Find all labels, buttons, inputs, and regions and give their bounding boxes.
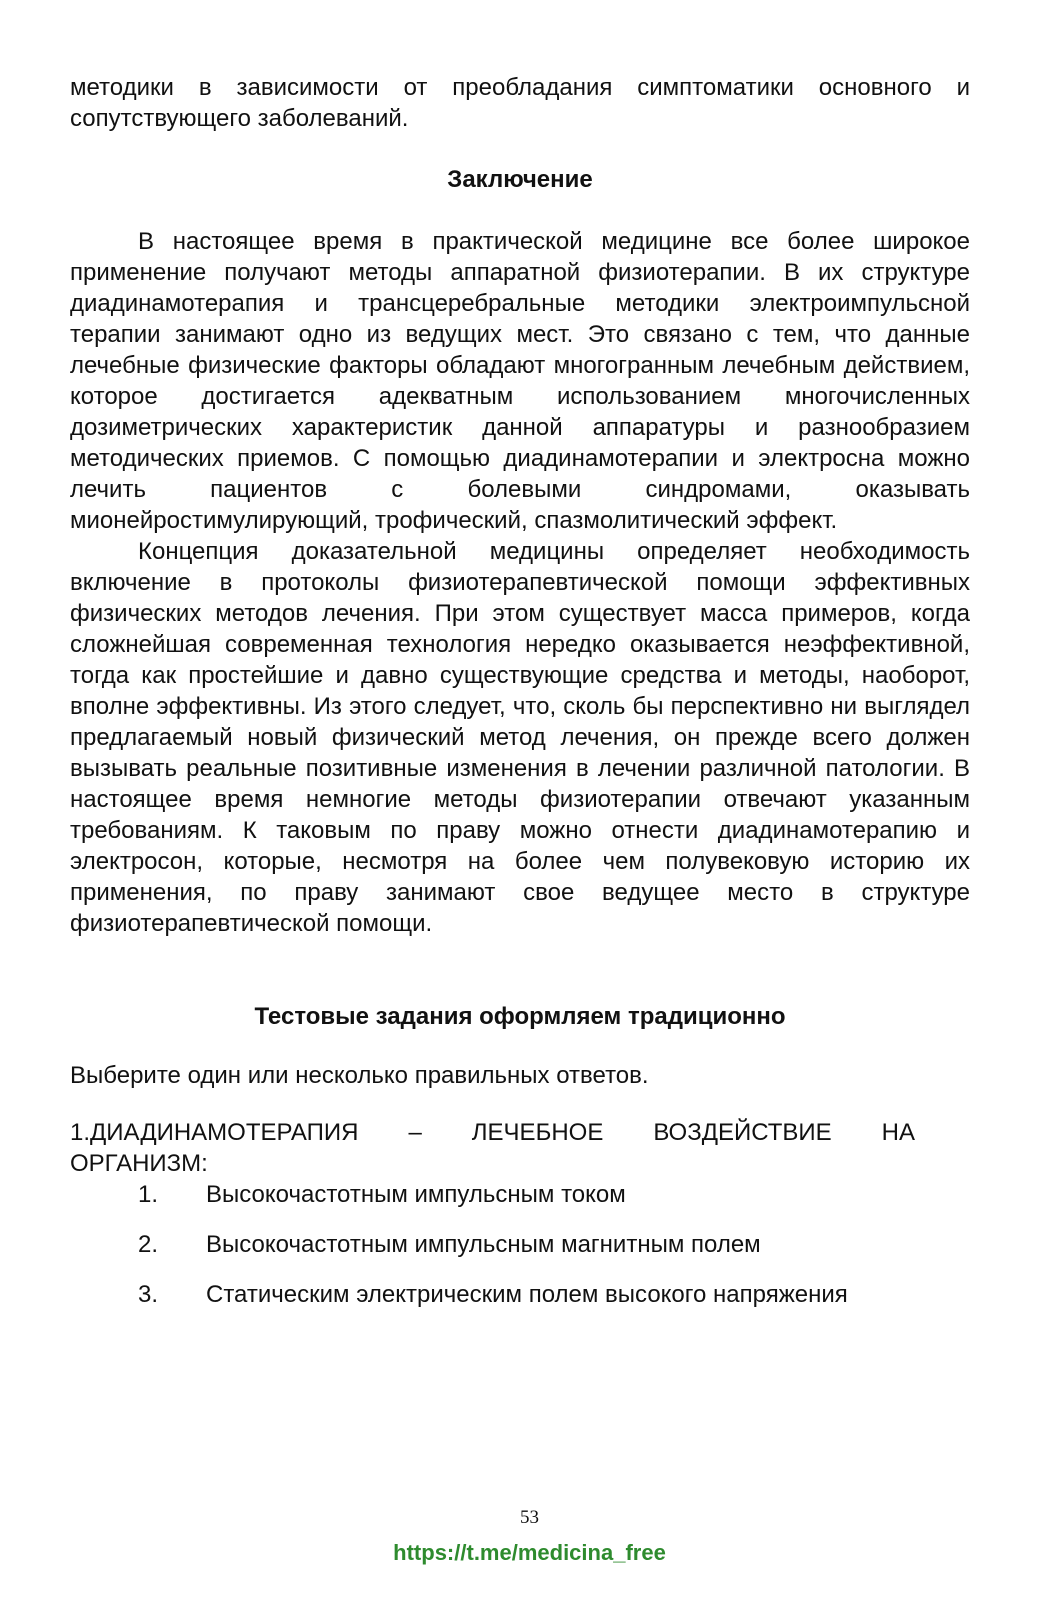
conclusion-paragraph-1: В настоящее время в практической медицине все более широкое применение получают методы аппаратной физиотерапии. В их структуре диадинамотерапия и трансцеребральные методики электроимпульсной терапии занимают одно из ведущих мест. Это связано с тем, что данные лечебные физические факторы обладают многогранным лечебным действием, которое достигается адекватным использованием многочисленных дозиметрических характеристик данной аппаратуры и разнообразием методических приемов. С помощью диадинамотерапии и электросна можно лечить пациентов с болевыми синдромами, оказывать мионейростимулирующий, трофический, спазмолитический эффект.	[70, 228, 970, 534]
answer-option-2	[70, 1229, 970, 1260]
option-text: Статическим электрическим полем высокого напряжения	[206, 1281, 848, 1308]
option-number: 2.	[138, 1231, 159, 1258]
conclusion-paragraph-2: Концепция доказательной медицины определяет необходимость включение в протоколы физиотерапевтической помощи эффективных физических методов лечения. При этом существует масса примеров, когда сложнейшая современная технология нередко оказывается неэффективной, тогда как простейшие и давно существующие средства и методы, наоборот, вполне эффективны. Из этого следует, что, сколь бы перспективно ни выглядел предлагаемый новый физический метод лечения, он прежде всего должен вызывать реальные позитивные изменения в лечении различной патологии. В настоящее время немногие методы физиотерапии отвечают указанным требованиям. К таковым по праву можно отнести диадинамотерапию и электросон, которые, несмотря на более чем полувековую историю их применения, по праву занимают свое ведущее место в структуре физиотерапевтической помощи.	[70, 538, 970, 937]
answer-option-3	[70, 1279, 970, 1310]
option-number: 1.	[138, 1181, 159, 1208]
question-text-line2: ОРГАНИЗМ:	[70, 1150, 208, 1177]
option-text: Высокочастотным импульсным магнитным полем	[206, 1231, 761, 1258]
answer-option-1	[70, 1179, 970, 1210]
tests-instruction: Выберите один или несколько правильных ответов.	[70, 1062, 649, 1089]
option-number: 3.	[138, 1281, 159, 1308]
tests-heading: Тестовые задания оформляем традиционно	[254, 1003, 786, 1030]
page-number: 53	[520, 1507, 539, 1528]
telegram-link[interactable]: https://t.me/medicina_free	[393, 1540, 666, 1565]
answer-options	[70, 1179, 970, 1310]
conclusion-heading: Заключение	[447, 166, 593, 193]
test-question-1	[70, 1117, 970, 1310]
option-text: Высокочастотным импульсным током	[206, 1181, 626, 1208]
question-text-line1: 1.ДИАДИНАМОТЕРАПИЯ – ЛЕЧЕБНОЕ ВОЗДЕЙСТВИЕ НА	[70, 1119, 915, 1146]
intro-paragraph: методики в зависимости от преобладания симптоматики основного и сопутствующего заболеваний.	[70, 74, 970, 132]
page-content	[70, 72, 970, 1329]
